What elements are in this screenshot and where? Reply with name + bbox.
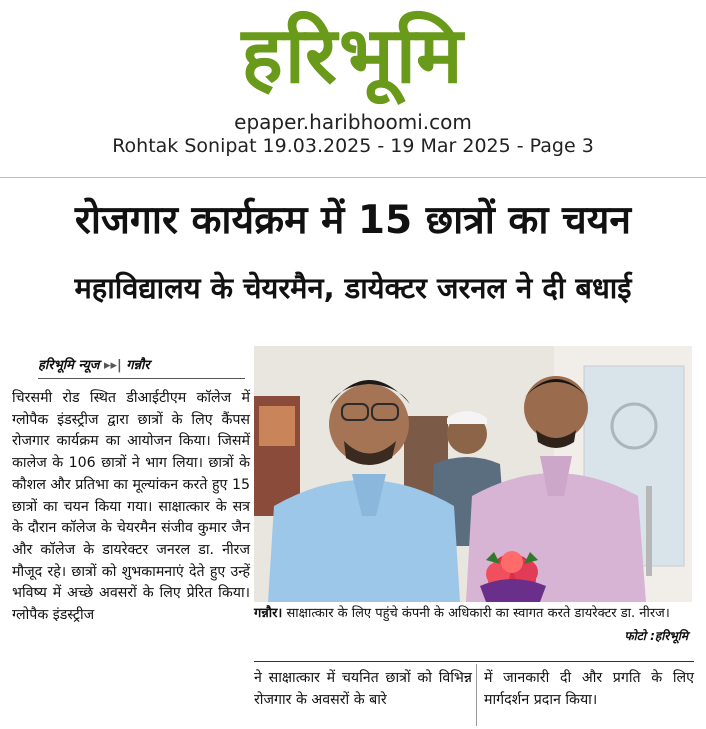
article-body-col3: में जानकारी दी और प्रगति के लिए मार्गदर्शन प्रदान किया। (484, 670, 694, 708)
divider (38, 378, 245, 379)
caption-place: गन्नौर। (254, 606, 283, 621)
photo-credit: फोटो :हरिभूमि (624, 629, 688, 643)
masthead-logo (0, 8, 706, 106)
article-body-col2: ने साक्षात्कार में चयनित छात्रों को विभिन्न रोजगार के अवसरों के बारे (254, 670, 472, 708)
byline-arrows-icon: ▸▸| (103, 358, 122, 373)
divider (254, 661, 694, 662)
byline-source: हरिभूमि न्यूज (38, 358, 100, 373)
photo-caption (254, 605, 692, 623)
article-photo (254, 346, 692, 602)
column-separator (476, 664, 477, 726)
logo-text: हरिभूमि (241, 11, 465, 101)
caption-text: साक्षात्कार के लिए पहुंचे कंपनी के अधिकारी का स्वागत करते डायरेक्टर डा. नीरज। (286, 606, 670, 621)
site-url: epaper.haribhoomi.com (234, 110, 472, 134)
divider (0, 177, 706, 178)
headline: रोजगार कार्यक्रम में 15 छात्रों का चयन (74, 198, 632, 243)
photo-illustration (254, 346, 692, 602)
edition-line: Rohtak Sonipat 19.03.2025 - 19 Mar 2025 - Page 3 (112, 135, 594, 157)
article-body-col1: चिरसमी रोड स्थित डीआईटीएम कॉलेज में ग्लोपैक इंडस्ट्रीज द्वारा छात्रों के लिए कैंपस रोजगार कार्यक्रम का आयोजन किया। जिसमें कालेज के 106 छात्रों ने भाग लिया। छात्रों के कौशल और प्रतिभा का मूल्यांकन करते हुए 15 छात्रों का चयन किया गया। साक्षात्कार के सत्र के दौरान कॉलेज के चेयरमैन संजीव कुमार जैन और कॉलेज के डायरेक्टर जनरल डा. नीरज मौजूद रहे। छात्रों को शुभकामनाएं देते हुए उन्हें भविष्य में अच्छे अवसरों के लिए प्रेरित किया। ग्लोपैक इंडस्ट्रीज (12, 390, 250, 624)
subheadline: महाविद्यालय के चेयरमैन, डायेक्टर जरनल ने दी बधाई (74, 271, 632, 305)
dateline: गन्नौर (126, 358, 150, 373)
byline (38, 355, 238, 373)
